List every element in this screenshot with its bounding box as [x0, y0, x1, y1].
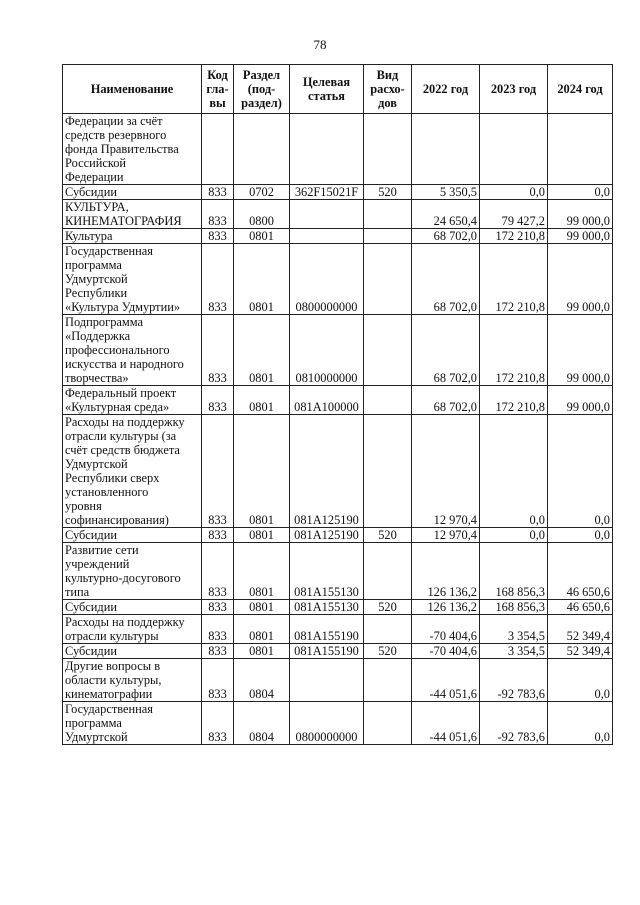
chapter-code-cell: 833	[202, 229, 234, 244]
amount-2023-cell: 3 354,5	[480, 644, 548, 659]
amount-2024-cell: 99 000,0	[548, 244, 613, 315]
section-code-cell: 0801	[234, 229, 290, 244]
section-code-cell	[234, 114, 290, 185]
amount-2023-cell: 172 210,8	[480, 229, 548, 244]
chapter-code-cell: 833	[202, 415, 234, 528]
amount-2023-cell: -92 783,6	[480, 702, 548, 745]
header-target-article: Целевая статья	[290, 65, 364, 114]
chapter-code-cell: 833	[202, 543, 234, 600]
row-name-cell: КУЛЬТУРА, КИНЕМАТОГРАФИЯ	[63, 200, 202, 229]
table-row	[63, 244, 613, 315]
target-article-cell	[290, 229, 364, 244]
section-code-cell: 0801	[234, 543, 290, 600]
row-name-cell: Расходы на поддержку отрасли культуры	[63, 615, 202, 644]
amount-2024-cell: 99 000,0	[548, 200, 613, 229]
table-row	[63, 415, 613, 528]
amount-2024-cell: 99 000,0	[548, 229, 613, 244]
expense-kind-cell: 520	[364, 528, 412, 543]
amount-2022-cell: 68 702,0	[412, 386, 480, 415]
section-code-cell: 0801	[234, 244, 290, 315]
header-year-2023: 2023 год	[480, 65, 548, 114]
table-row	[63, 114, 613, 185]
row-name-cell: Культура	[63, 229, 202, 244]
amount-2023-cell	[480, 114, 548, 185]
header-year-2022: 2022 год	[412, 65, 480, 114]
amount-2023-cell: 172 210,8	[480, 244, 548, 315]
chapter-code-cell: 833	[202, 644, 234, 659]
page-number: 78	[313, 37, 327, 52]
expense-kind-cell	[364, 615, 412, 644]
table-row	[63, 615, 613, 644]
amount-2024-cell: 99 000,0	[548, 386, 613, 415]
amount-2024-cell: 99 000,0	[548, 315, 613, 386]
section-code-cell: 0702	[234, 185, 290, 200]
amount-2024-cell: 0,0	[548, 185, 613, 200]
target-article-cell: 081A100000	[290, 386, 364, 415]
expense-kind-cell	[364, 659, 412, 702]
row-name-cell: Субсидии	[63, 644, 202, 659]
chapter-code-cell: 833	[202, 244, 234, 315]
expense-kind-cell: 520	[364, 185, 412, 200]
chapter-code-cell: 833	[202, 200, 234, 229]
amount-2024-cell: 0,0	[548, 659, 613, 702]
row-name-cell: Субсидии	[63, 528, 202, 543]
table-row	[63, 528, 613, 543]
amount-2022-cell: -44 051,6	[412, 702, 480, 745]
amount-2022-cell: -70 404,6	[412, 615, 480, 644]
row-name-cell: Субсидии	[63, 185, 202, 200]
table-row	[63, 200, 613, 229]
target-article-cell: 0800000000	[290, 244, 364, 315]
target-article-cell: 081A125190	[290, 528, 364, 543]
target-article-cell: 0800000000	[290, 702, 364, 745]
target-article-cell: 081A155130	[290, 600, 364, 615]
target-article-cell: 0810000000	[290, 315, 364, 386]
amount-2024-cell: 46 650,6	[548, 543, 613, 600]
amount-2022-cell: 5 350,5	[412, 185, 480, 200]
amount-2022-cell	[412, 114, 480, 185]
expense-kind-cell	[364, 114, 412, 185]
expense-kind-cell: 520	[364, 644, 412, 659]
amount-2022-cell: 12 970,4	[412, 415, 480, 528]
row-name-cell: Другие вопросы в области культуры, кинематографии	[63, 659, 202, 702]
table-row	[63, 659, 613, 702]
row-name-cell: Государственная программа Удмуртской Республики «Культура Удмуртии»	[63, 244, 202, 315]
chapter-code-cell: 833	[202, 600, 234, 615]
section-code-cell: 0801	[234, 600, 290, 615]
chapter-code-cell	[202, 114, 234, 185]
header-expense-kind: Вид расхо-дов	[364, 65, 412, 114]
amount-2022-cell: 126 136,2	[412, 543, 480, 600]
header-year-2024: 2024 год	[548, 65, 613, 114]
expense-kind-cell	[364, 543, 412, 600]
target-article-cell	[290, 200, 364, 229]
section-code-cell: 0801	[234, 615, 290, 644]
row-name-cell: Подпрограмма «Поддержка профессионального искусства и народного творчества»	[63, 315, 202, 386]
target-article-cell	[290, 659, 364, 702]
chapter-code-cell: 833	[202, 702, 234, 745]
amount-2023-cell: 168 856,3	[480, 600, 548, 615]
amount-2023-cell: -92 783,6	[480, 659, 548, 702]
amount-2022-cell: 24 650,4	[412, 200, 480, 229]
amount-2023-cell: 0,0	[480, 415, 548, 528]
amount-2023-cell: 0,0	[480, 185, 548, 200]
amount-2023-cell: 172 210,8	[480, 386, 548, 415]
table-row	[63, 229, 613, 244]
amount-2024-cell: 0,0	[548, 702, 613, 745]
amount-2022-cell: 68 702,0	[412, 244, 480, 315]
section-code-cell: 0804	[234, 702, 290, 745]
expense-kind-cell	[364, 200, 412, 229]
row-name-cell: Федеральный проект «Культурная среда»	[63, 386, 202, 415]
target-article-cell: 081A155130	[290, 543, 364, 600]
chapter-code-cell: 833	[202, 528, 234, 543]
amount-2022-cell: 68 702,0	[412, 229, 480, 244]
table-row	[63, 644, 613, 659]
table-row	[63, 315, 613, 386]
expense-kind-cell	[364, 415, 412, 528]
section-code-cell: 0801	[234, 315, 290, 386]
section-code-cell: 0801	[234, 415, 290, 528]
amount-2024-cell: 0,0	[548, 415, 613, 528]
expense-kind-cell	[364, 315, 412, 386]
section-code-cell: 0801	[234, 644, 290, 659]
target-article-cell: 362F15021F	[290, 185, 364, 200]
expense-kind-cell	[364, 386, 412, 415]
table-row	[63, 600, 613, 615]
header-chapter-code: Код гла-вы	[202, 65, 234, 114]
chapter-code-cell: 833	[202, 615, 234, 644]
chapter-code-cell: 833	[202, 386, 234, 415]
row-name-cell: Расходы на поддержку отрасли культуры (за счёт средств бюджета Удмуртской Республики сверх установленного уровня софинансирования)	[63, 415, 202, 528]
amount-2024-cell: 46 650,6	[548, 600, 613, 615]
row-name-cell: Федерации за счёт средств резервного фонда Правительства Российской Федерации	[63, 114, 202, 185]
amount-2023-cell: 168 856,3	[480, 543, 548, 600]
expense-kind-cell	[364, 229, 412, 244]
amount-2022-cell: -44 051,6	[412, 659, 480, 702]
chapter-code-cell: 833	[202, 659, 234, 702]
table-row	[63, 543, 613, 600]
section-code-cell: 0804	[234, 659, 290, 702]
amount-2023-cell: 3 354,5	[480, 615, 548, 644]
section-code-cell: 0801	[234, 386, 290, 415]
amount-2022-cell: 126 136,2	[412, 600, 480, 615]
chapter-code-cell: 833	[202, 315, 234, 386]
budget-table	[62, 64, 613, 745]
amount-2023-cell: 172 210,8	[480, 315, 548, 386]
header-name: Наименование	[63, 65, 202, 114]
target-article-cell	[290, 114, 364, 185]
table-row	[63, 386, 613, 415]
row-name-cell: Развитие сети учреждений культурно-досугового типа	[63, 543, 202, 600]
target-article-cell: 081A125190	[290, 415, 364, 528]
amount-2024-cell: 52 349,4	[548, 644, 613, 659]
section-code-cell: 0800	[234, 200, 290, 229]
expense-kind-cell	[364, 244, 412, 315]
header-section: Раздел (под-раздел)	[234, 65, 290, 114]
expense-kind-cell	[364, 702, 412, 745]
row-name-cell: Субсидии	[63, 600, 202, 615]
amount-2024-cell: 52 349,4	[548, 615, 613, 644]
target-article-cell: 081A155190	[290, 615, 364, 644]
amount-2022-cell: 12 970,4	[412, 528, 480, 543]
amount-2024-cell: 0,0	[548, 528, 613, 543]
amount-2023-cell: 0,0	[480, 528, 548, 543]
section-code-cell: 0801	[234, 528, 290, 543]
table-row	[63, 702, 613, 745]
row-name-cell: Государственная программа Удмуртской	[63, 702, 202, 745]
amount-2022-cell: -70 404,6	[412, 644, 480, 659]
amount-2023-cell: 79 427,2	[480, 200, 548, 229]
amount-2024-cell	[548, 114, 613, 185]
amount-2022-cell: 68 702,0	[412, 315, 480, 386]
header-row	[63, 65, 613, 114]
target-article-cell: 081A155190	[290, 644, 364, 659]
table-row	[63, 185, 613, 200]
expense-kind-cell: 520	[364, 600, 412, 615]
chapter-code-cell: 833	[202, 185, 234, 200]
